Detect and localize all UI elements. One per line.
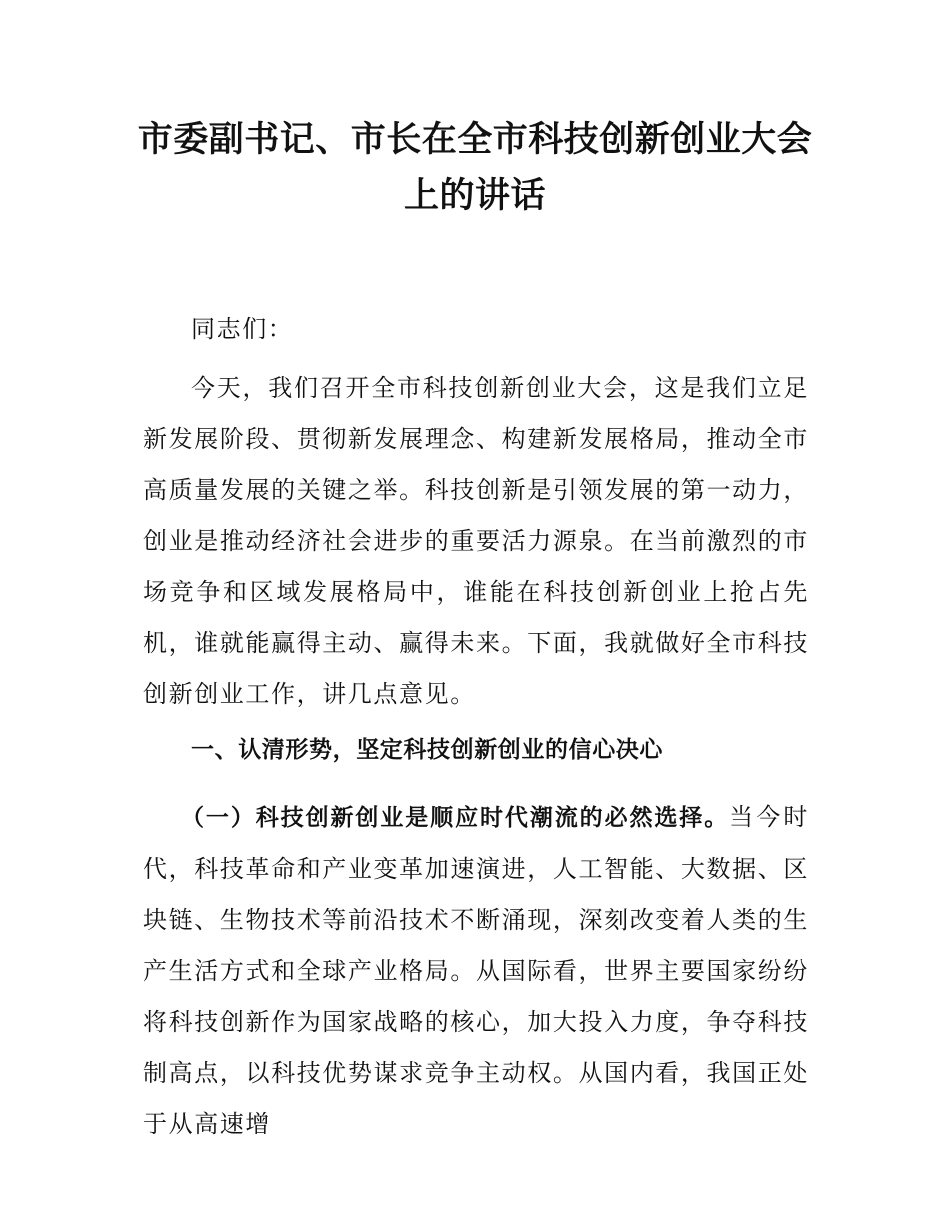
section-paragraph (143, 792, 809, 1150)
section-heading: 一、认清形势，坚定科技创新创业的信心决心 (191, 737, 663, 763)
intro-paragraph: 今天，我们召开全市科技创新创业大会，这是我们立足新发展阶段、贯彻新发展理念、构建新发展格局，推动全市高质量发展的关键之举。科技创新是引领发展的第一动力，创业是推动经济社会进步的重要活力源泉。在当前激烈的市场竞争和区域发展格局中，谁能在科技创新创业上抢占先机，谁就能赢得主动、赢得未来。下面，我就做好全市科技创新创业工作，讲几点意见。 (143, 374, 809, 708)
document-title: 市委副书记、市长在全市科技创新创业大会上的讲话 (137, 120, 813, 216)
sub-heading: （一）科技创新创业是顺应时代潮流的必然选择。 (181, 805, 730, 831)
section-paragraph-text: 当今时代，科技革命和产业变革加速演进，人工智能、大数据、区块链、生物技术等前沿技术不断涌现，深刻改变着人类的生产生活方式和全球产业格局。从国际看，世界主要国家纷纷将科技创新作为国家战略的核心，加大投入力度，争夺科技制高点，以科技优势谋求竞争主动权。从国内看，我国正处于从高速增 (143, 803, 809, 1138)
salutation: 同志们： (191, 315, 294, 343)
